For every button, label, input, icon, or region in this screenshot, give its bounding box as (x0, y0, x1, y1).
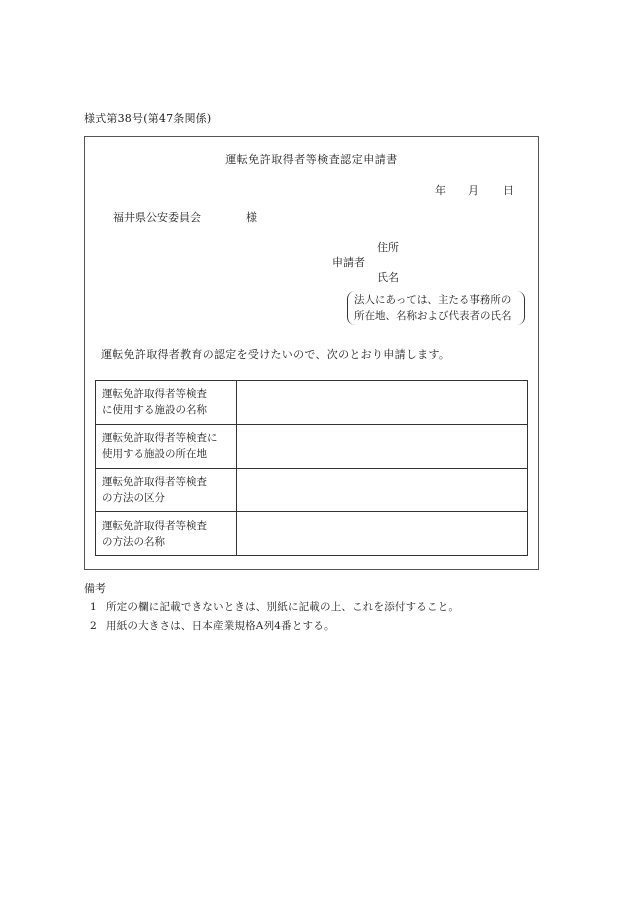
row-label (96, 468, 237, 512)
row-label-line: の方法の名称 (102, 535, 165, 548)
note-number: 2 (90, 620, 97, 632)
applicant-label: 申請者 (332, 256, 365, 269)
addressee: 福井県公安委員会 (113, 211, 201, 224)
row-label (96, 381, 237, 425)
applicant-address-label: 住所 (377, 241, 399, 254)
row-label-line: 運転免許取得者等検査 (102, 519, 207, 532)
honorific: 様 (246, 211, 257, 224)
row-label-line: 使用する施設の所在地 (102, 448, 207, 461)
row-label-line: の方法の区分 (102, 491, 165, 504)
facility-location-field[interactable] (237, 424, 528, 468)
facility-name-field[interactable] (237, 381, 528, 425)
method-category-field[interactable] (237, 468, 528, 512)
corporate-note-line: 法人にあっては、主たる事務所の (354, 294, 512, 306)
row-label-line: 運転免許取得者等検査 (102, 388, 207, 401)
date-year-label: 年 (435, 184, 446, 197)
application-statement: 運転免許取得者教育の認定を受けたいので、次のとおり申請します。 (101, 348, 451, 361)
application-items-table (95, 380, 528, 556)
table-row (96, 424, 528, 468)
table-row (96, 512, 528, 556)
applicant-name-label: 氏名 (377, 271, 399, 284)
note-text: 所定の欄に記載できないときは、別紙に記載の上、これを添付すること。 (106, 601, 460, 613)
method-name-field[interactable] (237, 512, 528, 556)
row-label-line: 運転免許取得者等検査 (102, 475, 207, 488)
corporate-note (347, 291, 525, 325)
date-day-label: 日 (503, 184, 514, 197)
note-number: 1 (90, 601, 97, 613)
row-label-line: 運転免許取得者等検査に (102, 432, 218, 445)
note-item (90, 599, 459, 614)
note-item (90, 618, 335, 633)
note-text: 用紙の大きさは、日本産業規格A列4番とする。 (106, 620, 335, 632)
row-label-line: に使用する施設の名称 (102, 404, 207, 417)
form-title: 運転免許取得者等検査認定申請書 (225, 153, 398, 166)
notes-title: 備考 (84, 582, 106, 595)
date-month-label: 月 (468, 184, 479, 197)
table-row (96, 381, 528, 425)
row-label (96, 424, 237, 468)
form-number: 様式第38号(第47条関係) (84, 112, 212, 125)
row-label (96, 512, 237, 556)
corporate-note-line: 所在地、名称および代表者の氏名 (354, 310, 512, 322)
table-row (96, 468, 528, 512)
application-form-frame (84, 136, 539, 570)
